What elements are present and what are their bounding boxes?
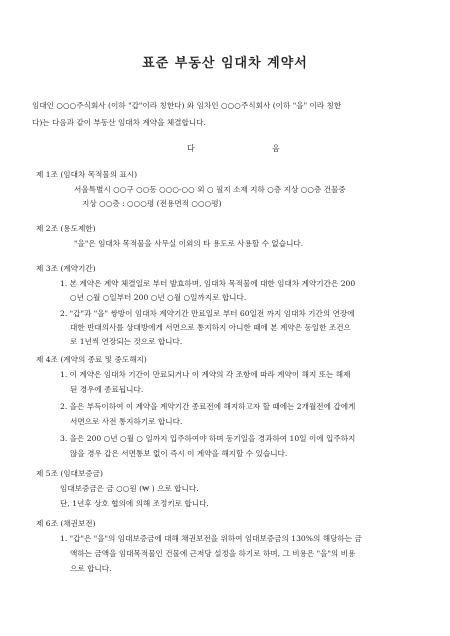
intro-paragraph (32, 97, 341, 131)
heading-eum: 음 (272, 144, 280, 153)
article-2-title: 제 2조 (용도제한) (36, 224, 96, 233)
document-title: 표준 부동산 임대차 계약서 (142, 56, 308, 71)
article-6-line: 1. "갑"은 "을"의 임대보증금에 대해 채권보전을 위하여 임대보증금의 130%의 해당하는 금 (60, 534, 362, 543)
article-5-line: 단, 1년후 상호 협의에 의해 조정키로 합니다. (60, 499, 209, 508)
article-1-title: 제 1조 (임대차 목적물의 표시) (36, 170, 138, 179)
article-6-line: 으로 합니다. (70, 564, 112, 573)
article-3-line: 2. "갑"과 "을" 쌍방이 임대차 계약기간 만료일로 부터 60일전 까지 임대차 기간의 연장에 (60, 309, 355, 318)
article-6-line: 액하는 금액을 임대목적물인 건물에 근저당 설정을 하기로 하며, 그 비용은 "을"의 비용 (70, 549, 356, 558)
article-4-line: 서면으로 사전 통지하기로 합니다. (70, 417, 183, 426)
article-4-title: 제 4조 (계약의 종료 및 중도해지) (36, 355, 147, 364)
article-3-line: ○년 ○월 ○일부터 200 ○년 ○월 ○일까지로 합니다. (70, 293, 247, 302)
intro-line: 다)는 다음과 같이 부동산 임대차 계약을 체결합니다. (32, 118, 206, 127)
article-2-line: "을"은 임대차 목적물을 사무실 이외의 타 용도로 사용할 수 없습니다. (74, 239, 304, 248)
article-4-line: 3. 을은 200 ○년 ○월 ○ 일까지 입주하여야 하며 동기일을 경과하여 10일 이에 입주하지 (60, 434, 356, 443)
article-3-title: 제 3조 (계약기간) (36, 264, 96, 273)
article-5-title: 제 5조 (임대보증금) (36, 469, 103, 478)
article-4-line: 1. 이 계약은 임대차 기간이 만료되거나 이 계약의 각 조항에 따라 계약이 해지 또는 해제 (60, 370, 351, 379)
article-6-title: 제 6조 (채권보전) (36, 519, 96, 528)
article-3-line: 대한 반대의사를 상대방에게 서면으로 통지하지 아니한 때에 본 계약은 동일한 조건으 (70, 323, 351, 332)
article-5-line: 임대보증금은 금 ○○원 (₩ ) 으로 합니다. (60, 484, 199, 493)
article-3-line: 1. 본 계약은 계약 체결일로 부터 발효하며, 임대차 목적물에 대한 임대차 계약기간은 200 (60, 279, 356, 288)
article-4-line: 않을 경우 갑은 서면통보 없이 즉시 이 계약을 해지할 수 있습니다. (70, 449, 288, 458)
intro-line: 임대인 ○○○주식회사 (이하 "갑"이라 칭한다) 와 임차인 ○○○주식회사 (이하 "을" 이라 칭한 (32, 101, 342, 110)
article-1-line: 지상 ○○층 : ○○○평 (전용면적 ○○○평) (82, 199, 222, 208)
article-1-line: 서울특별시 ○○구 ○○동 ○○○-○○ 외 ○ 필지 소재 지하 ○층 지상 ○○층 건물중 (74, 185, 346, 194)
heading-da: 다 (187, 144, 195, 153)
article-4-line: 된 경우에 종료됩니다. (70, 385, 144, 394)
article-4-line: 2. 을은 부득이하여 이 계약을 계약기간 종료전에 해지하고자 할 때에는 2개월전에 갑에게 (60, 402, 356, 411)
article-3-line: 로 1년씩 연장되는 것으로 합니다. (70, 337, 183, 346)
